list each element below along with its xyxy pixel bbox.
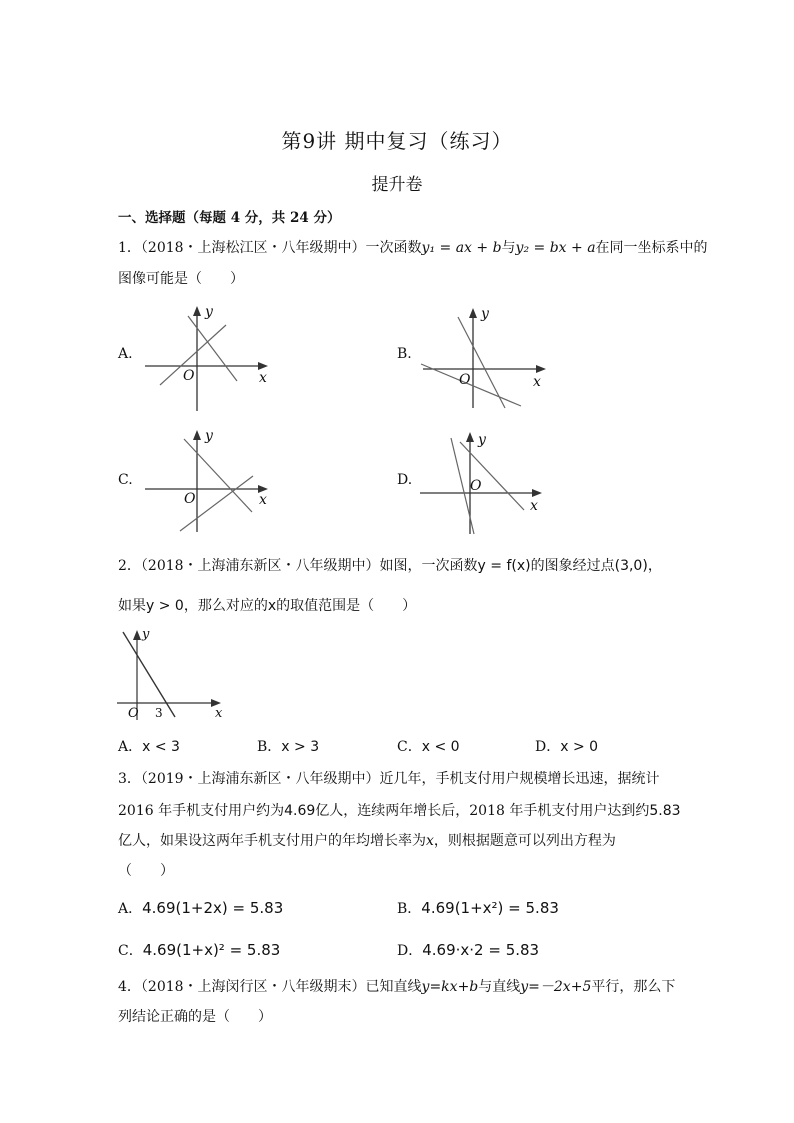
q1-line2: 图像可能是（ ） [118,271,244,287]
q2-option-a[interactable] [118,736,180,756]
q3-text-d: ，则根据题意可以列出方程为 [433,833,616,849]
y-axis-arrow [193,306,201,316]
x-axis-arrow [258,362,268,370]
q3-option-c-text: 4.69(1+x)² = 5.83 [142,941,281,959]
y-axis-label: y [205,428,213,444]
q1-option-c-label: C. [118,472,133,488]
q2-option-b[interactable] [257,736,319,756]
x-axis-label: x [530,498,538,514]
function-line [123,632,175,717]
q1-graph-a[interactable] [140,298,280,413]
q2-text-a: 2．（2018・上海浦东新区・八年级期中）如图，一次函数 [118,558,478,574]
q2-text-f: 的取值范围是（ ） [276,598,417,614]
x-axis-label: x [259,492,267,508]
q3-value-2018: 5.83 [649,803,681,819]
q3-text-a: 2016 年手机支付用户约为 [118,803,285,819]
q3-text-b: 亿人，连续两年增长后，2018 年手机支付用户达到约 [315,803,650,819]
section-heading: 一、选择题（每题 4 分，共 24 分） [118,210,341,226]
line-2 [421,364,521,406]
q2-option-a-text: x < 3 [142,739,180,755]
q4-line1 [118,976,675,996]
q3-option-a[interactable] [118,898,283,918]
q2-line1 [118,555,662,575]
q3-option-b-label: B． [397,901,422,917]
q4-text-a: 4．（2018・上海闵行区・八年级期末）已知直线 [118,979,422,995]
q1-text-mid: 与 [501,240,516,256]
q2-graph[interactable] [115,628,230,723]
q2-var: x [267,598,277,614]
x-axis-arrow [532,489,542,497]
q2-text-c: ， [647,558,662,574]
q3-text-c: 亿人，如果设这两年手机支付用户的年均增长率为 [118,833,426,849]
q2-option-b-text: x > 3 [281,739,320,755]
q2-option-d-text: x > 0 [560,739,599,755]
y-axis-label: y [481,306,489,322]
q2-option-d-label: D． [535,739,561,755]
q2-condition: y > 0 [146,598,184,614]
q2-option-c-label: C． [397,739,422,755]
x-axis-label: x [259,370,267,386]
q1-option-a-label: A. [118,346,133,362]
q4-text-c: 平行，那么下 [591,979,676,995]
q2-option-a-label: A． [118,739,143,755]
y-axis-label: y [205,304,213,320]
q3-line1: 3．（2019・上海浦东新区・八年级期中）近几年，手机支付用户规模增长迅速，据统计 [118,771,660,787]
q2-text-b: 的图象经过点 [530,558,615,574]
x-axis-label: x [215,706,223,721]
line-1 [458,317,505,408]
q2-text-e: ，那么对应的 [183,598,268,614]
page-subtitle: 提升卷 [371,175,423,195]
q2-text-d: 如果 [118,598,146,614]
x-axis-arrow [536,365,546,373]
y-axis-arrow [133,630,141,640]
q3-option-c-label: C． [118,943,143,959]
q2-option-c-text: x < 0 [421,739,460,755]
origin-label: O [128,706,139,721]
q2-func: y = f(x) [477,558,531,574]
q3-line4: （ ） [118,863,174,879]
q1-text-b: 在同一坐标系中的 [595,240,708,256]
q1-graph-b[interactable] [418,300,558,412]
q2-option-b-label: B． [257,739,282,755]
y-axis-label: y [478,432,486,448]
q3-option-d-text: 4.69·x·2 = 5.83 [422,941,540,959]
origin-label: O [470,478,482,494]
q3-option-d-label: D． [397,943,423,959]
q3-value-2016: 4.69 [284,803,316,819]
origin-label: O [184,491,196,507]
q2-option-d[interactable] [535,736,598,756]
q3-option-a-text: 4.69(1+2x) = 5.83 [142,899,284,917]
y-axis-arrow [469,308,477,318]
y-axis-label: y [142,628,150,642]
q3-line3 [118,830,616,850]
y-axis-arrow [466,432,474,442]
tick-3-label: 3 [155,706,163,720]
q3-option-a-label: A． [118,901,143,917]
q3-var: x [426,833,434,849]
q4-text-b: 与直线 [478,979,521,995]
q2-line2 [118,595,416,615]
q3-option-c[interactable] [118,940,280,960]
q3-line2 [118,800,681,820]
q1-graph-d[interactable] [418,428,558,538]
q3-option-b[interactable] [397,898,559,918]
origin-label: O [459,372,471,388]
q1-text-a: 1．（2018・上海松江区・八年级期中）一次函数 [118,240,422,256]
q1-expr2: y₂ = bx + a [515,240,596,256]
q1-option-b-label: B. [397,346,412,362]
y-axis-arrow [193,430,201,440]
q2-option-c[interactable] [397,736,460,756]
q4-line2: 列结论正确的是（ ） [118,1009,272,1025]
q1-line1 [118,237,708,257]
q1-expr1: y₁ = ax + b [421,240,502,256]
q2-point: (3,0) [614,558,648,574]
line-1 [188,316,237,381]
q4-expr2: y=－2x+5 [520,979,592,995]
q3-option-b-text: 4.69(1+x²) = 5.83 [421,899,559,917]
q1-option-d-label: D. [397,472,413,488]
x-axis-label: x [533,374,541,390]
page-title: 第9讲 期中复习（练习） [281,129,513,153]
q4-expr1: y=kx+b [421,979,479,995]
q1-graph-c[interactable] [140,424,280,536]
origin-label: O [183,368,195,384]
q3-option-d[interactable] [397,940,539,960]
